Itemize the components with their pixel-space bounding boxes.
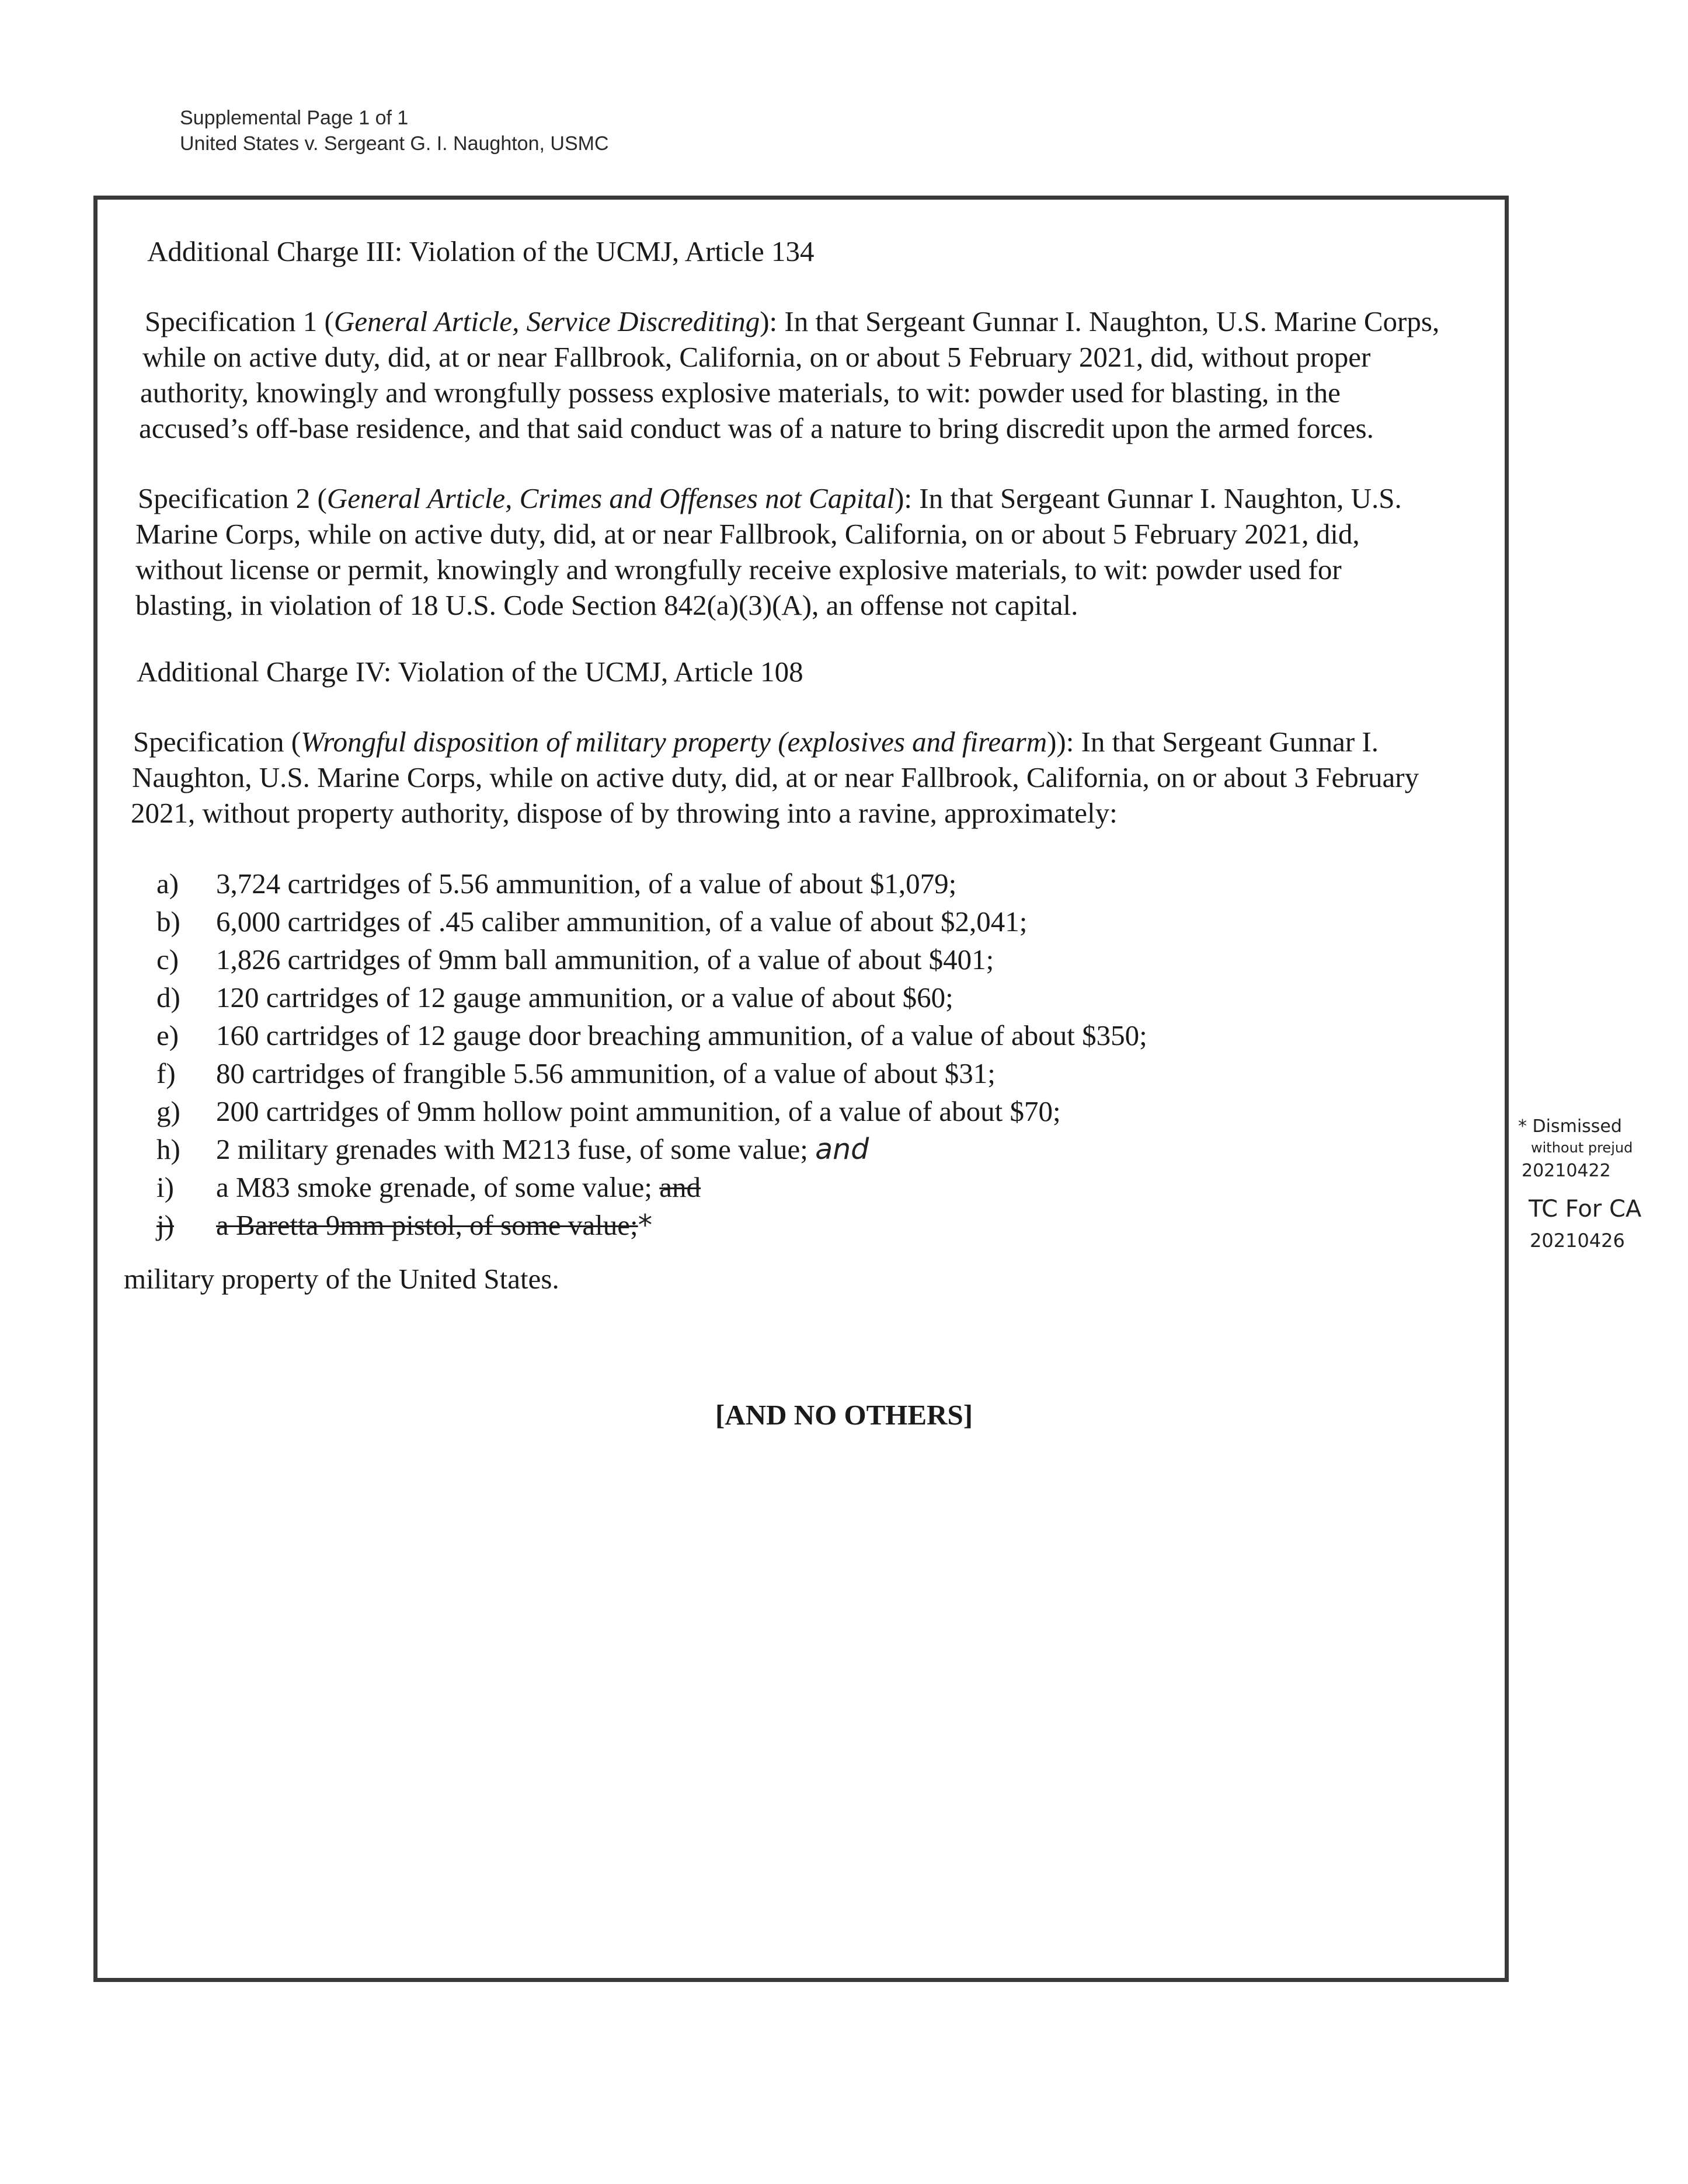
list-item-i: i) a M83 smoke grenade, of some value; and [156, 1171, 701, 1203]
spec2-line2: Marine Corps, while on active duty, did, at or near Fallbrook, California, on or about 5 February 2021, did, [135, 518, 1360, 550]
note-without-prejudice: without prejud [1531, 1140, 1633, 1156]
spec-iv-line2: Naughton, U.S. Marine Corps, while on active duty, did, at or near Fallbrook, California, on or about 3 February [132, 761, 1419, 793]
spec1-line1: Specification 1 (General Article, Service Discrediting): In that Sergeant Gunnar I. Naughton, U.S. Marine Corps, [145, 305, 1440, 337]
list-item: b) 6,000 cartridges of .45 caliber ammunition, of a value of about $2,041; [156, 905, 1028, 938]
spec2-line4: blasting, in violation of 18 U.S. Code Section 842(a)(3)(A), an offense not capital. [135, 589, 1078, 621]
spec1-line2: while on active duty, did, at or near Fallbrook, California, on or about 5 February 2021, did, without proper [142, 341, 1371, 373]
header-page-number: Supplemental Page 1 of 1 [180, 107, 409, 129]
spec2-article-title: General Article, Crimes and Offenses not Capital [326, 482, 895, 514]
and-no-others: [AND NO OTHERS] [715, 1399, 973, 1431]
note-date-2: 20210426 [1530, 1229, 1625, 1252]
charge-iii-title: Additional Charge III: Violation of the UCMJ, Article 134 [147, 235, 815, 267]
page-header [180, 105, 609, 156]
note-tc-for-ca: TC For CA [1529, 1196, 1642, 1222]
list-item-h: h) 2 military grenades with M213 fuse, of some value; and [156, 1133, 869, 1166]
list-item: f) 80 cartridges of frangible 5.56 ammunition, of a value of about $31; [156, 1057, 996, 1089]
asterisk-mark: * [638, 1208, 653, 1242]
spec1-article-title: General Article, Service Discrediting [333, 305, 760, 337]
spec1-line4: accused’s off-base residence, and that said conduct was of a nature to bring discredit upon the armed forces. [139, 412, 1374, 444]
spec1-line3: authority, knowingly and wrongfully possess explosive materials, to wit: powder used for blasting, in the [140, 377, 1341, 409]
list-item: a) 3,724 cartridges of 5.56 ammunition, of a value of about $1,079; [156, 868, 957, 900]
charge-iv-title: Additional Charge IV: Violation of the UCMJ, Article 108 [137, 656, 803, 688]
spec2-line1: Specification 2 (General Article, Crimes and Offenses not Capital): In that Sergeant Gunnar I. Naughton, U.S. [138, 482, 1402, 514]
list-item: d) 120 cartridges of 12 gauge ammunition, or a value of about $60; [156, 981, 953, 1013]
list-item: c) 1,826 cartridges of 9mm ball ammunition, of a value of about $401; [156, 943, 994, 976]
spec-iv-line1: Specification (Wrongful disposition of military property (explosives and firearm)): In that Sergeant Gunnar I. [133, 726, 1379, 758]
spec2-line3: without license or permit, knowingly and wrongfully receive explosive materials, to wit: powder used for [135, 553, 1342, 586]
list-item: g) 200 cartridges of 9mm hollow point ammunition, of a value of about $70; [156, 1095, 1061, 1127]
list-item-j-struck: j) a Baretta 9mm pistol, of some value;* [156, 1208, 653, 1242]
header-case-caption: United States v. Sergeant G. I. Naughton, USMC [180, 133, 609, 155]
note-dismissed: * Dismissed [1518, 1116, 1622, 1137]
struck-and: and [659, 1171, 701, 1203]
note-date-1: 20210422 [1522, 1161, 1611, 1181]
list-item: e) 160 cartridges of 12 gauge door breaching ammunition, of a value of about $350; [156, 1019, 1147, 1051]
spec-iv-line3: 2021, without property authority, dispose of by throwing into a ravine, approximately: [131, 797, 1118, 829]
struck-pistol-item: a Baretta 9mm pistol, of some value; [216, 1209, 638, 1241]
spec-iv-article-title: Wrongful disposition of military property (explosives and firearm [301, 726, 1047, 758]
handwritten-and: and [815, 1133, 869, 1166]
closing-line: military property of the United States. [124, 1263, 559, 1295]
